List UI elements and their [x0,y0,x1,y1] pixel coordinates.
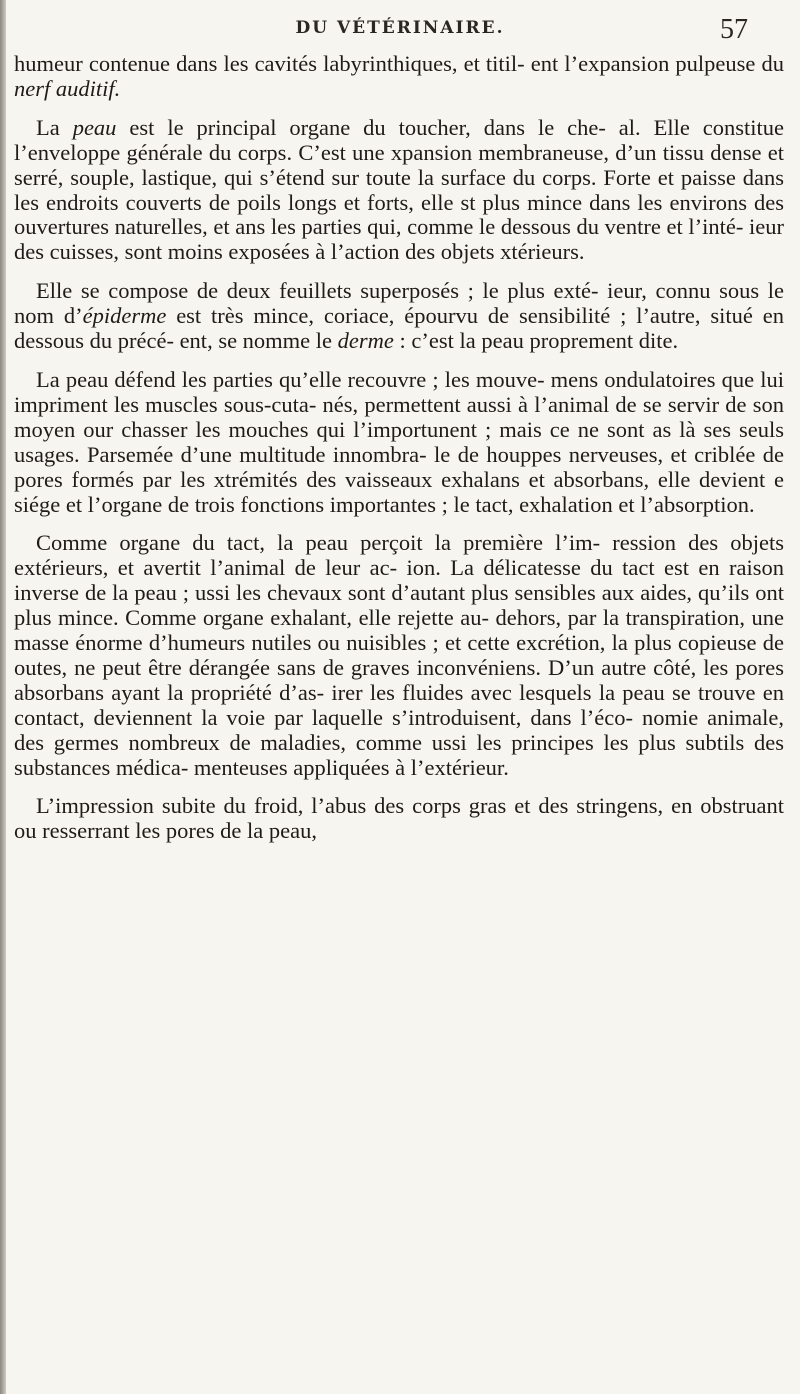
italic-term: peau [72,114,117,140]
text-run: L’impression subite du froid, l’abus des corps gras et des stringens, en obstruant ou resserrant les pores de la peau, [14,793,784,844]
running-head [0,14,800,54]
paragraph [14,116,784,265]
text-run: La peau défend les parties qu’elle recouvre ; les mouve- mens ondulatoires que lui impriment les muscles sous-cuta- nés, permettent aussi à l’animal de se servir de son moyen our chasser les mouches qui l’importunent ; mais ce ne sont as là ses seuls usages. Parsemée d’une multitude innombra- le de houppes nerveuses, et criblée de pores formés par les xtrémités des vaisseaux exhalans et absorbans, elle devient e siége et l’organe de trois fonctions importantes ; le tact, exhalation et l’absorption. [14,366,784,517]
text-run: La [36,114,73,140]
italic-term: derme [337,328,394,354]
text-run: Comme organe du tact, la peau perçoit la première l’im- ression des objets extérieurs, et avertit l’animal de leur ac- ion. La délicatesse du tact est en raison inverse de la peau ; ussi les chevaux sont d’autant plus sensibles aux aides, qu’ils ont plus mince. Comme organe exhalant, elle rejette au- dehors, par la transpiration, une masse énorme d’humeurs nutiles ou nuisibles ; et cette excrétion, la plus copieuse de outes, ne peut être dérangée sans de graves inconvéniens. D’un autre côté, les pores absorbans ayant la propriété d’as- irer les fluides avec lesquels la peau se trouve en contact, deviennent la voie par laquelle s’introduisent, dans l’éco- nomie animale, des germes nombreux de maladies, comme ussi les principes les plus subtils des substances médica- menteuses appliquées à l’extérieur. [14,530,784,780]
body-text [14,52,784,858]
text-run: est très mince, coriace, épourvu de sensibilité ; l’autre, situé en dessous du précé- ent, se nomme le [14,303,784,354]
text-run: : c’est la peau proprement dite. [393,328,679,354]
italic-term: nerf auditif. [14,75,121,101]
text-run: humeur contenue dans les cavités labyrinthiques, et titil- ent l’expansion pulpeuse du [14,51,784,76]
text-run: est le principal organe du toucher, dans le che- al. Elle constitue l’enveloppe générale du corps. C’est une xpansion membraneuse, d’un tissu dense et serré, souple, lastique, qui s’étend sur toute la surface du corps. Forte et paisse dans les endroits couverts de poils longs et forts, elle st plus mince dans les environs des ouvertures naturelles, et ans les parties qui, comme le dessous du ventre et l’inté- ieur des cuisses, sont moins exposées à l’action des objets xtérieurs. [14,114,785,265]
binding-gutter [0,0,6,1394]
running-title: DU VÉTÉRINAIRE. [295,18,505,38]
paragraph [14,279,784,354]
paragraph [14,531,784,780]
paragraph [14,368,784,517]
page-number: 57 [720,14,748,45]
paragraph [14,52,784,102]
paragraph [14,794,784,844]
italic-term: épiderme [82,303,167,329]
text-run: Elle se compose de deux feuillets superposés ; le plus exté- ieur, connu sous le nom d’ [14,278,784,329]
